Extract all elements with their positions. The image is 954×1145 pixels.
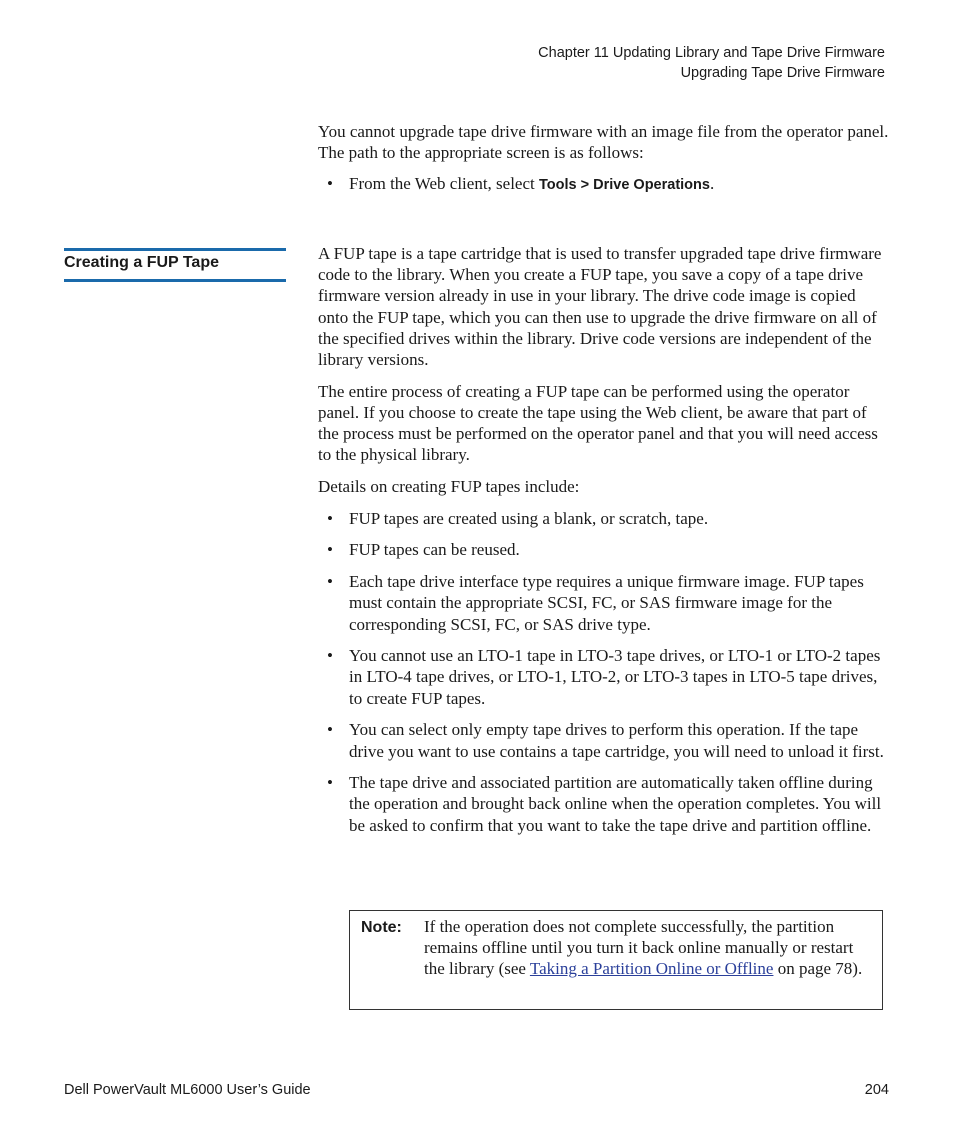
running-header	[538, 43, 885, 83]
list-item: • The tape drive and associated partition are automatically taken offline during the operation and brought back online when the operation completes. You will be asked to confirm that you want to take the tape drive and partition offline.	[318, 772, 890, 836]
menu-path: Tools > Drive Operations	[539, 177, 710, 194]
note-label: Note:	[361, 919, 402, 936]
note-text-after: on page 78).	[773, 959, 863, 979]
section-heading: Creating a FUP Tape	[64, 254, 219, 271]
section-paragraph-2: The entire process of creating a FUP tape can be performed using the operator panel. If you choose to create the tape using the Web client, be aware that part of the process must be performed on the operator panel and that you will need access to the physical library.	[318, 381, 878, 465]
header-chapter: Chapter 11 Updating Library and Tape Drive Firmware	[538, 45, 885, 61]
section-paragraph-3: Details on creating FUP tapes include:	[318, 477, 580, 497]
section-heading-block	[64, 248, 286, 282]
intro-bullet-prefix: From the Web client, select	[349, 174, 539, 194]
list-item	[318, 173, 890, 196]
header-section: Upgrading Tape Drive Firmware	[680, 65, 885, 81]
intro-bullet-list	[318, 173, 890, 196]
page-number: 204	[864, 1082, 889, 1098]
section-body	[318, 243, 890, 836]
list-item: • FUP tapes can be reused.	[318, 539, 890, 560]
note-box	[349, 910, 883, 1010]
list-item: • FUP tapes are created using a blank, or scratch, tape.	[318, 508, 890, 529]
details-bullet-list	[318, 508, 890, 836]
list-item: • You can select only empty tape drives to perform this operation. If the tape drive you want to use contains a tape cartridge, you will need to unload it first.	[318, 719, 890, 761]
intro-bullet-suffix: .	[709, 174, 715, 194]
list-item: • Each tape drive interface type requires a unique firmware image. FUP tapes must contain the appropriate SCSI, FC, or SAS firmware image for the corresponding SCSI, FC, or SAS drive type.	[318, 571, 890, 635]
section-paragraph-1: A FUP tape is a tape cartridge that is used to transfer upgraded tape drive firmware code to the library. When you create a FUP tape, you save a copy of a tape drive firmware version already in use in your library. The drive code image is copied onto the FUP tape, which you can then use to upgrade the drive firmware on all of the specified drives within the library. Drive code versions are independent of the library versions.	[318, 244, 882, 370]
footer-title: Dell PowerVault ML6000 User’s Guide	[64, 1082, 311, 1098]
partition-online-offline-link[interactable]: Taking a Partition Online or Offline	[529, 959, 774, 979]
note-text-before: If the operation does not complete successfully, the partition remains offline until you turn it back online manually or restart the library (see	[424, 917, 854, 979]
intro-paragraph: You cannot upgrade tape drive firmware with an image file from the operator panel. The path to the appropriate screen is as follows:	[318, 122, 889, 163]
intro-block	[318, 121, 890, 197]
note-text	[424, 916, 874, 980]
list-item: • You cannot use an LTO-1 tape in LTO-3 tape drives, or LTO-1 or LTO-2 tapes in LTO-4 tape drives, or LTO-1, LTO-2, or LTO-3 tapes in LTO-5 tape drives, to create FUP tapes.	[318, 645, 890, 709]
